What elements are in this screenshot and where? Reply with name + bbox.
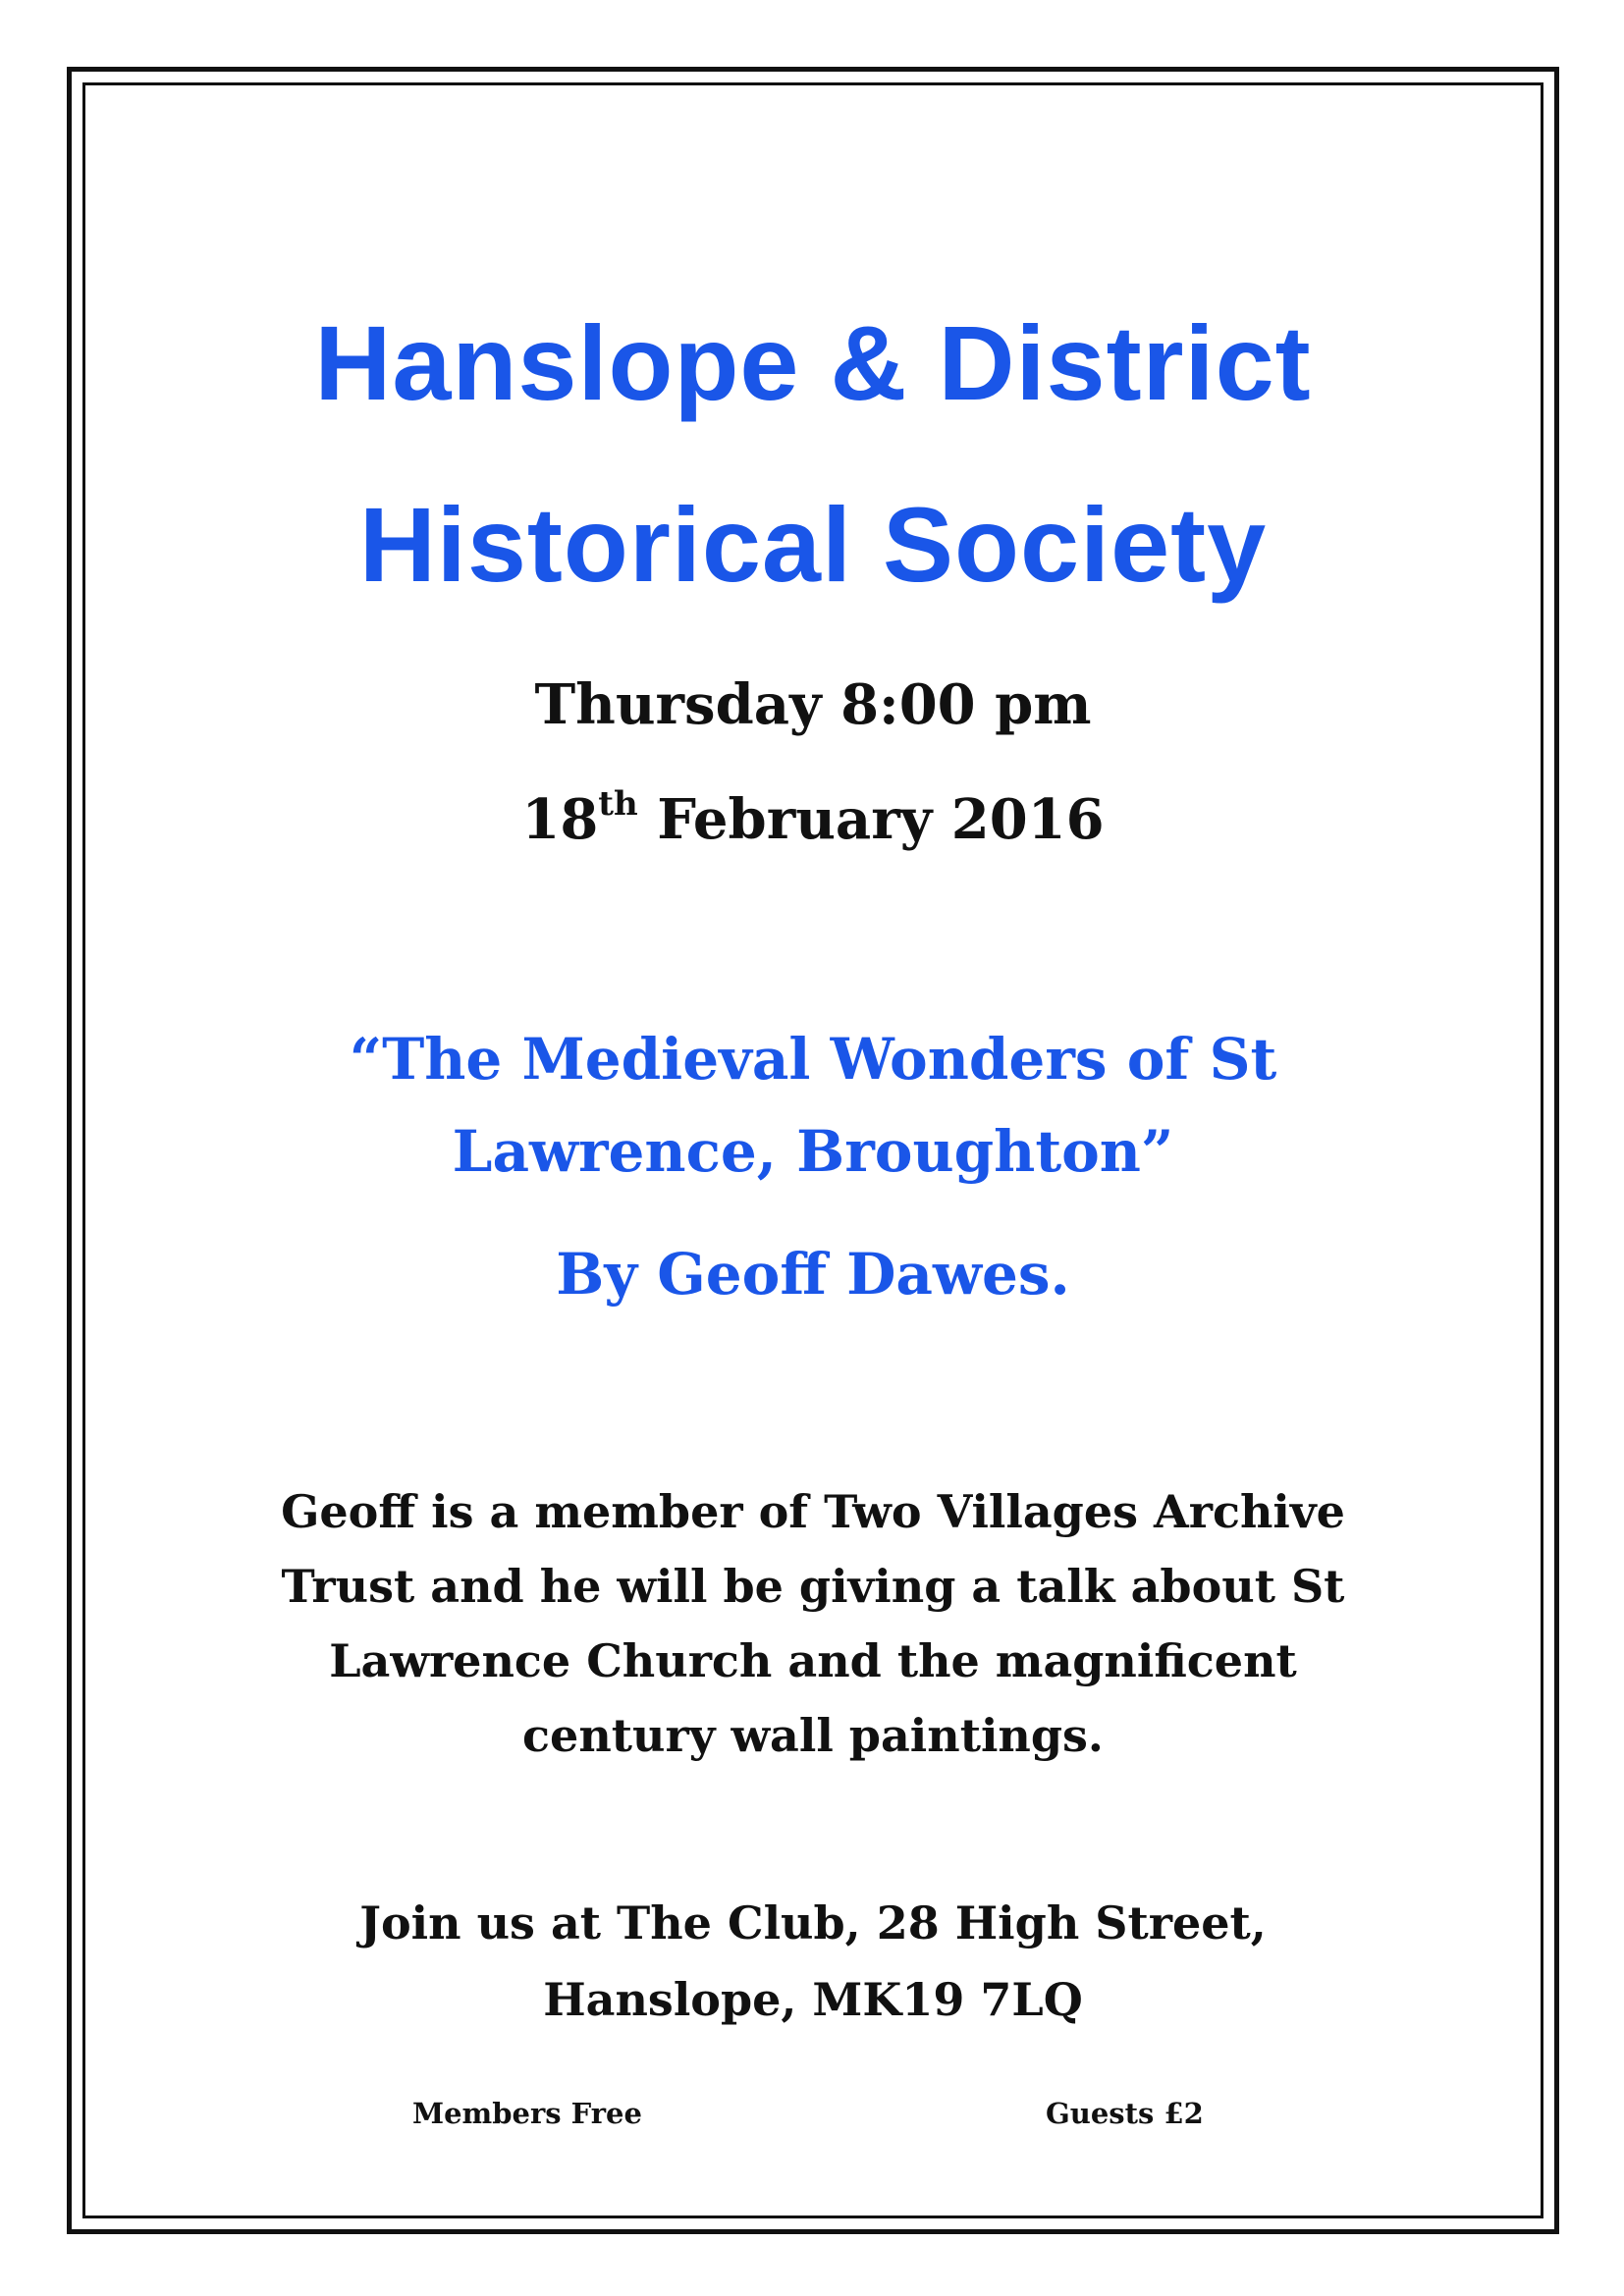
- meeting-date: [82, 785, 1543, 854]
- description-line: Geoff is a member of Two Villages Archive: [281, 1485, 1345, 1538]
- talk-title-line-2: Lawrence, Broughton”: [452, 1118, 1174, 1185]
- description-line: Trust and he will be giving a talk about St: [281, 1560, 1345, 1613]
- venue-line: Join us at The Club, 28 High Street,: [359, 1896, 1267, 1949]
- talk-description: [82, 1474, 1543, 1773]
- description-line: Lawrence Church and the magnificent: [329, 1634, 1297, 1687]
- meeting-date-rest: February 2016: [637, 787, 1105, 852]
- venue-line: Hanslope, MK19 7LQ: [543, 1973, 1083, 2026]
- meeting-day-time: Thursday 8:00 pm: [534, 672, 1092, 737]
- members-price: Members Free: [412, 2097, 642, 2130]
- guests-price: Guests £2: [1046, 2097, 1204, 2130]
- meeting-date-suffix: th: [598, 784, 638, 824]
- meeting-date-day: 18: [521, 787, 599, 852]
- talk-title-line-1: “The Medieval Wonders of St: [349, 1026, 1277, 1093]
- speaker-name: By Geoff Dawes.: [556, 1241, 1070, 1308]
- society-title-line-1: Hanslope & District: [314, 303, 1312, 422]
- society-title-line-2: Historical Society: [358, 485, 1268, 604]
- venue-address: [82, 1885, 1543, 2038]
- description-line: century wall paintings.: [522, 1709, 1104, 1762]
